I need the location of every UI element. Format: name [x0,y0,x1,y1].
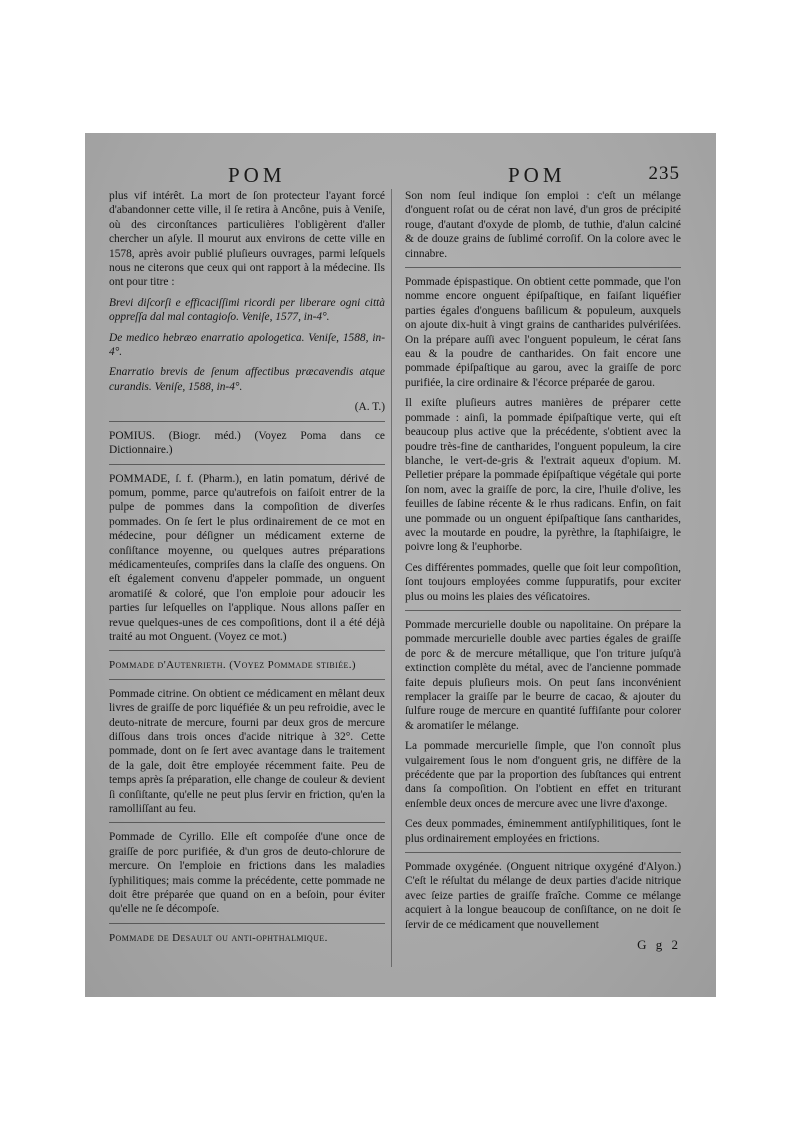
entry-pommade-mercurielle: Pommade mercurielle double ou napolitaine. On prépare la pommade mercurielle double avec parties égales de graiſſe de porc & de mercure métallique, que l'on triture juſqu'à extinction complète du métal, avec de l'ancienne pommade faite depuis pluſieurs mois. On peut ſans inconvénient remplacer la graiſſe par le beurre de cacao, & ajouter du ſulfure rouge de mercure en quantité ſuffiſante pour colorer & aromatiſer le mélange. [405,618,681,732]
bibliography-entry: Brevi diſcorſi e efficaciſſimi ricordi per liberare ogni città oppreſſa dal mal contagioſo. Veniſe, 1577, in-4°. [109,296,385,324]
biography-continuation: plus vif intérêt. La mort de ſon protecteur l'ayant forcé d'abandonner cette ville, il ſe retira à Ancône, puis à Veniſe, où des circonſtances particulières l'obligèrent d'aller chercher un aſyle. Il mourut aux environs de cette ville en 1578, après avoir publié pluſieurs ouvrages, parmi leſquels nous ne citerons que ceux qui ont rapport à la médecine. Ils ont pour titre : [109,190,385,289]
entry-rule [109,464,385,465]
entry-pommade-autenrieth: Pommade d'Autenrieth. (Voyez Pommade stibiée.) [109,659,356,672]
page-header [85,163,716,187]
paragraph: Ces différentes pommades, quelle que ſoit leur compoſition, ſont toujours employées comme ſuppuratifs, pour exciter plus ou moins les plaies des véſicatoires. [405,561,681,603]
paragraph: Ces deux pommades, éminemment antiſyphilitiques, ſont le plus ordinairement employées en frictions. [405,818,681,845]
page-number: 235 [648,163,680,184]
running-head-left: POM [228,163,286,187]
entry-pommade-epispastique: Pommade épispastique. On obtient cette pommade, que l'on nomme encore onguent épiſpaſtique, en faiſant liquéfier parties égales d'onguens baſilicum & populeum, auxquels on ajoute dix-huit à vingt grains de cantharides pulvériſées. On la prépare auſſi avec l'onguent populeum, le cérat ſans eau & la poudre de cantharides. On fait encore une pommade épiſpaſtique au garou, avec la graiſſe de porc purifiée, la cire ordinaire & l'écorce préparée de garou. [405,276,681,389]
entry-rule [109,421,385,422]
entry-rule [405,610,681,611]
scanned-page [85,133,716,997]
column-divider [391,189,392,967]
paragraph: La pommade mercurielle ſimple, que l'on connoît plus vulgairement ſous le nom d'onguent gris, ne diffère de la précédente que par la proportion des ſubſtances qui entrent dans ſa compoſition. On l'obtient en effet en triturant enſemble deux onces de mercure avec une livre d'axonge. [405,740,681,810]
left-column [109,189,385,951]
author-attribution: (A. T.) [354,401,385,414]
entry-rule [109,923,385,924]
desault-continuation: Son nom ſeul indique ſon emploi : c'eſt un mélange d'onguent roſat ou de cérat non lavé, d'un gros de précipité rouge, d'autant d'oxyde de plomb, de tuthie, d'alun calciné & de douze grains de ſublimé corroſif. On la colore avec le cinnabre. [405,190,681,260]
entry-rule [109,822,385,823]
entry-pommade-citrine: Pommade citrine. On obtient ce médicament en mêlant deux livres de graiſſe de porc liquéfiée & un peu refroidie, avec le deuto-nitrate de mercure, fourni par deux gros de mercure diſſous dans trois onces d'acide nitrique à 32°. Cette pommade, dont on ſe ſert avec avantage dans le traitement de la gale, doit être employée récemment faite. Peu de temps après ſa préparation, elle change de couleur & devient ſi conſiſtante, qu'elle ne peut plus ſervir en friction, qu'en la ramolliſſant au feu. [109,687,385,816]
right-column [405,189,681,959]
entry-rule [405,267,681,268]
entry-pommade-oxygenee: Pommade oxygénée. (Onguent nitrique oxygéné d'Alyon.) C'eſt le réſultat du mélange de deux parties d'acide nitrique avec ſeize parties de graiſſe fraîche. Comme ce mélange acquiert à la longue beaucoup de conſiſtance, on ne doit ſe ſervir de ce médicament que nouvellement [405,861,681,931]
entry-pomius: POMIUS. (Biogr. méd.) (Voyez Poma dans ce Dictionnaire.) [109,429,385,457]
entry-rule [405,852,681,853]
entry-pommade-desault: Pommade de Desault ou anti-ophthalmique. [109,931,328,944]
bibliography-entry: De medico hebræo enarratio apologetica. Veniſe, 1588, in-4°. [109,331,385,359]
paragraph: Il exiſte pluſieurs autres manières de préparer cette pommade : ainſi, la pommade épiſpaſtique verte, qui eſt beaucoup plus active que la précédente, s'obtient avec la poudre très-fine de cantharides, l'onguent populeum, la cire blanche, le vert-de-gris & l'extrait aqueux d'opium. M. Pelletier prépare la pommade épiſpaſtique végétale qui porte ſon nom, avec la graiſſe de porc, la cire, l'huile d'olive, les feuilles de ſabine récente & le rhus radicans. Enfin, on fait une pommade ou un onguent épiſpaſtique ſans cantharides, avec la moutarde en poudre, la pyrèthre, la ſtaphiſaigre, le poivre long & l'euphorbe. [405,397,681,554]
signature-mark: G g 2 [637,937,681,953]
entry-rule [109,679,385,680]
entry-pommade: POMMADE, ſ. f. (Pharm.), en latin pomatum, dérivé de pomum, pomme, parce qu'autrefois on faiſoit entrer de la pulpe de pommes dans la compoſition de diverſes pommades. On ſe ſert le plus ordinairement de ce mot en médecine, pour déſigner un médicament externe de conſiſtance moyenne, ou quelques autres préparations médicamenteuſes, compriſes dans la claſſe des onguens. On eſt également convenu d'appeler pommade, un onguent aromatiſé & coloré, que l'on emploie pour adoucir les parties ſur leſquelles on l'applique. Nous allons paſſer en revue quelques-unes de ces compoſitions, dont il a été déjà traité au mot Onguent. (Voyez ce mot.) [109,472,385,643]
bibliography-entry: Enarratio brevis de ſenum affectibus præcavendis atque curandis. Veniſe, 1588, in-4°. [109,366,385,393]
entry-pommade-cyrillo: Pommade de Cyrillo. Elle eſt compoſée d'une once de graiſſe de porc purifiée, & d'un gros de deuto-chlorure de mercure. On l'emploie en frictions dans les maladies ſyphilitiques; mais comme la précédente, cette pommade ne doit être préparée que quand on en a beſoin, pour éviter qu'elle ne ſe décompoſe. [109,831,385,916]
entry-rule [109,650,385,651]
running-head-right: POM [508,163,566,187]
